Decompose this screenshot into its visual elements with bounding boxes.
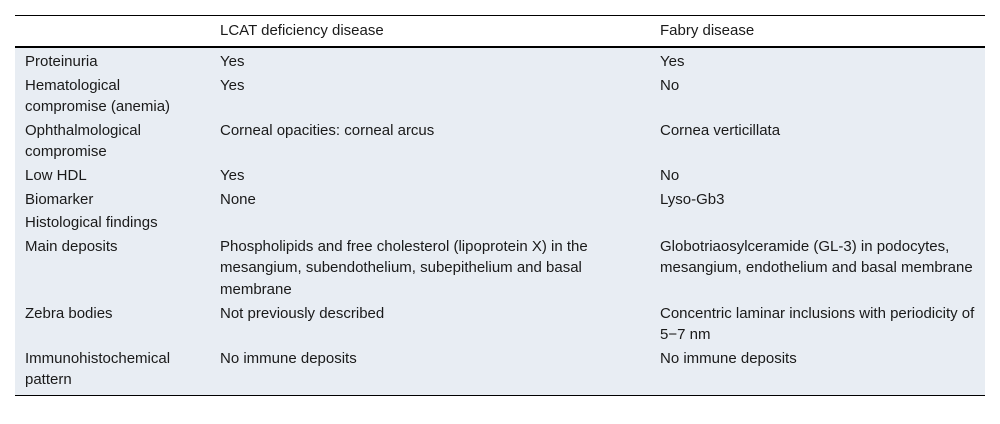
header-cell-fabry: Fabry disease [660, 22, 755, 39]
fabry-cell: No [660, 166, 680, 184]
header-row [15, 16, 985, 48]
lcat-cell: None [220, 190, 256, 208]
fabry-cell [650, 211, 985, 235]
table-row [15, 119, 985, 164]
comparison-table [15, 15, 985, 396]
lcat-cell [210, 211, 650, 235]
row-label: Biomarker [25, 190, 94, 208]
row-label: Main deposits [25, 237, 118, 255]
table-row [15, 211, 985, 235]
fabry-cell: No immune deposits [660, 349, 797, 367]
table-row [15, 188, 985, 212]
header-cell-feature [15, 16, 210, 48]
lcat-cell: Corneal opacities: corneal arcus [220, 121, 435, 139]
row-label: Immunohistochemical pattern [25, 349, 171, 389]
row-label: Low HDL [25, 166, 87, 184]
comparison-table-container [15, 15, 985, 396]
fabry-cell: Cornea verticillata [660, 121, 781, 139]
lcat-cell: Yes [220, 53, 245, 70]
row-label: Zebra bodies [25, 304, 113, 322]
table-row [15, 302, 985, 347]
lcat-cell: Not previously described [220, 304, 385, 322]
fabry-cell: Globotriaosylceramide (GL-3) in podocytes, mesangium, endothelium and basal membrane [660, 237, 973, 277]
row-label: Ophthalmological compromise [25, 121, 141, 161]
header-cell-lcat: LCAT deficiency disease [220, 22, 384, 39]
table-row [15, 47, 985, 74]
lcat-cell: Phospholipids and free cholesterol (lipoprotein X) in the mesangium, subendothelium, subepithelium and basal membrane [220, 237, 588, 298]
section-label: Histological findings [25, 214, 158, 232]
fabry-cell: Concentric laminar inclusions with periodicity of 5−7 nm [660, 304, 975, 344]
fabry-cell: Yes [660, 53, 685, 70]
row-label: Hematological compromise (anemia) [25, 76, 171, 116]
fabry-cell: No [660, 76, 680, 94]
lcat-cell: Yes [220, 166, 245, 184]
table-body [15, 47, 985, 395]
table-row [15, 347, 985, 396]
fabry-cell: Lyso-Gb3 [660, 190, 725, 208]
lcat-cell: Yes [220, 76, 245, 94]
table-row [15, 235, 985, 302]
table-row [15, 74, 985, 119]
row-label: Proteinuria [25, 53, 98, 70]
lcat-cell: No immune deposits [220, 349, 357, 367]
table-header [15, 16, 985, 48]
table-row [15, 164, 985, 188]
